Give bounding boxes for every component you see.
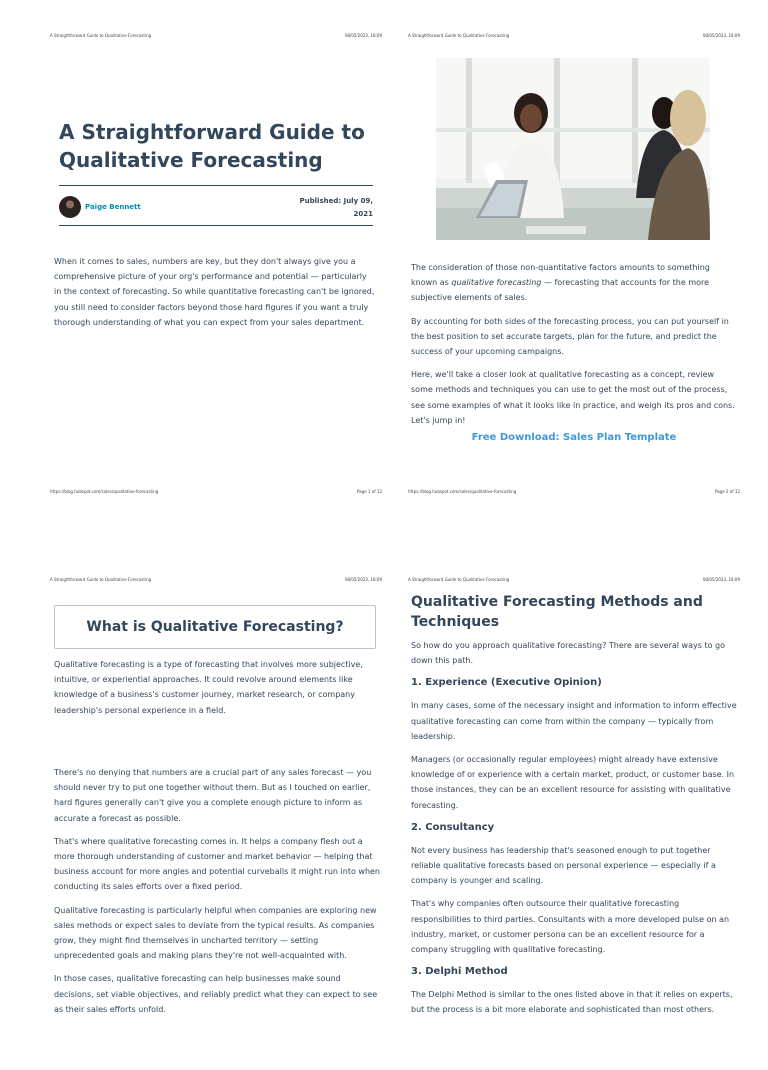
intro-paragraph — [54, 254, 376, 338]
pdf-page-2 — [394, 26, 754, 526]
footer-page-number: Page 2 of 12 — [715, 489, 740, 494]
page-header — [408, 577, 740, 582]
paragraph-1 — [411, 260, 737, 306]
section-body — [54, 765, 380, 1025]
method-1-paragraph-2: Managers (or occasionally regular employees) might already have extensive knowledge of or experience with a certain market, product, or customer base. In those instances, they can be an excellent resource for assisting with qualitative forecasting. — [411, 755, 735, 810]
divider-top — [59, 185, 373, 186]
divider-bottom — [59, 225, 373, 226]
page-footer — [50, 489, 382, 494]
definition-block — [54, 657, 380, 726]
method-1-heading: 1. Experience (Executive Opinion) — [411, 677, 602, 689]
pdf-page-1 — [36, 26, 396, 526]
author-avatar — [59, 196, 81, 218]
paragraph-2: By accounting for both sides of the forecasting process, you can put yourself in the best position to set accurate targets, plan for the future, and predict the success of your upcoming campaigns. — [411, 316, 729, 357]
methods-body — [411, 638, 737, 1026]
paragraph-4: In those cases, qualitative forecasting can help businesses make sound decisions, set viable objectives, and reliably predict what they can expect to see as their sales efforts unfold. — [54, 974, 378, 1014]
header-title: A Straightforward Guide to Qualitative Forecasting — [408, 577, 510, 582]
article-title: A Straightforward Guide to Qualitative Forecasting — [59, 120, 365, 172]
meeting-photo — [436, 58, 710, 240]
page-header — [50, 33, 382, 38]
footer-url: https://blog.hubspot.com/sales/qualitative-forecasting — [50, 489, 159, 494]
header-date: 08/05/2023, 18:09 — [344, 33, 382, 38]
footer-url: https://blog.hubspot.com/sales/qualitative-forecasting — [408, 489, 517, 494]
paragraph-1: There's no denying that numbers are a crucial part of any sales forecast — you should never try to put one together without them. But as I touched on earlier, hard figures generally can't give you a complete enough picture to inform as accurate a forecast as possible. — [54, 768, 372, 823]
header-title: A Straightforward Guide to Qualitative Forecasting — [50, 577, 152, 582]
methods-heading: Qualitative Forecasting Methods and Techniques — [411, 594, 703, 630]
pdf-page-3 — [36, 570, 396, 1070]
author-link[interactable]: Paige Bennett — [85, 203, 141, 211]
header-date: 08/05/2023, 18:09 — [702, 577, 740, 582]
paragraph-3: Here, we'll take a closer look at qualitative forecasting as a concept, review some methods and techniques you can use to get the most out of the process, see some examples of what it looks like in practice, and weigh its pros and cons. Let's jump in! — [411, 370, 735, 425]
header-title: A Straightforward Guide to Qualitative Forecasting — [408, 33, 510, 38]
method-2-paragraph-1: Not every business has leadership that's seasoned enough to put together reliable qualitative forecasts based on personal experience — especially if a company is younger and scaling. — [411, 845, 716, 886]
method-1-paragraph-1: In many cases, some of the necessary insight and information to inform effective qualitative forecasting can come from within the company — typically from leadership. — [411, 701, 737, 741]
section-heading-box — [54, 605, 376, 649]
meeting-photo-illustration — [436, 58, 710, 240]
page-header — [50, 577, 382, 582]
header-date: 08/05/2023, 18:09 — [702, 33, 740, 38]
footer-page-number: Page 1 of 12 — [357, 489, 382, 494]
paragraph-1-end: — forecasting that accounts for the more subjective elements of sales. — [411, 278, 710, 303]
intro-text: When it comes to sales, numbers are key, but they don't always give you a comprehensive picture of your org's performance and potential — particularly in the context of forecasting. So while quantitative forecasting can't be ignored, you still need to consider factors beyond those hard figures if you want a truly thorough understanding of what you can expect from your sales department. — [54, 257, 375, 327]
method-2-paragraph-2: That's why companies often outsource their qualitative forecasting responsibilities to third parties. Consultants with a more developed pulse on an industry, market, or customer persona can be an excellent resource for a company struggling with qualitative forecasting. — [411, 899, 730, 955]
header-date: 08/05/2023, 18:09 — [344, 577, 382, 582]
method-3-heading: 3. Delphi Method — [411, 966, 508, 978]
pdf-page-4 — [394, 570, 754, 1070]
paragraph-1-start: The consideration of those non-quantitative factors amounts to something known as — [411, 263, 710, 288]
method-3-paragraph-1: The Delphi Method is similar to the ones listed above in that it relies on experts, but the process is a bit more elaborate and sophisticated than most others. — [411, 990, 733, 1015]
header-title: A Straightforward Guide to Qualitative Forecasting — [50, 33, 152, 38]
paragraph-1-emphasis: qualitative forecasting — [451, 278, 542, 288]
paragraph-3: Qualitative forecasting is particularly helpful when companies are exploring new sales methods or expect sales to deviate from the typical results. As companies grow, they might find themselves in uncharted territory — setting unprecedented goals and making plans they're not well-acquainted with. — [54, 905, 377, 961]
section-heading: What is Qualitative Forecasting? — [86, 619, 344, 635]
paragraph-2: That's where qualitative forecasting comes in. It helps a company flesh out a more thorough understanding of customer and market behavior — helping that business account for more angles and potential curveballs it might run into when conducting its sales efforts over a fixed period. — [54, 836, 381, 892]
methods-intro: So how do you approach qualitative forecasting? There are several ways to go down this path. — [411, 641, 725, 666]
method-2-heading: 2. Consultancy — [411, 821, 495, 833]
page-header — [408, 33, 740, 38]
intro-continued — [411, 260, 737, 436]
page-footer — [408, 489, 740, 494]
definition-text: Qualitative forecasting is a type of forecasting that involves more subjective, intuitive, or experiential approaches. It could revolve around elements like knowledge of a business's customer journey, market research, or company leadership's personal experience in a field. — [54, 660, 363, 715]
free-download-link[interactable]: Free Download: Sales Plan Template — [471, 432, 677, 443]
published-date: Published: July 09, 2021 — [299, 197, 373, 218]
